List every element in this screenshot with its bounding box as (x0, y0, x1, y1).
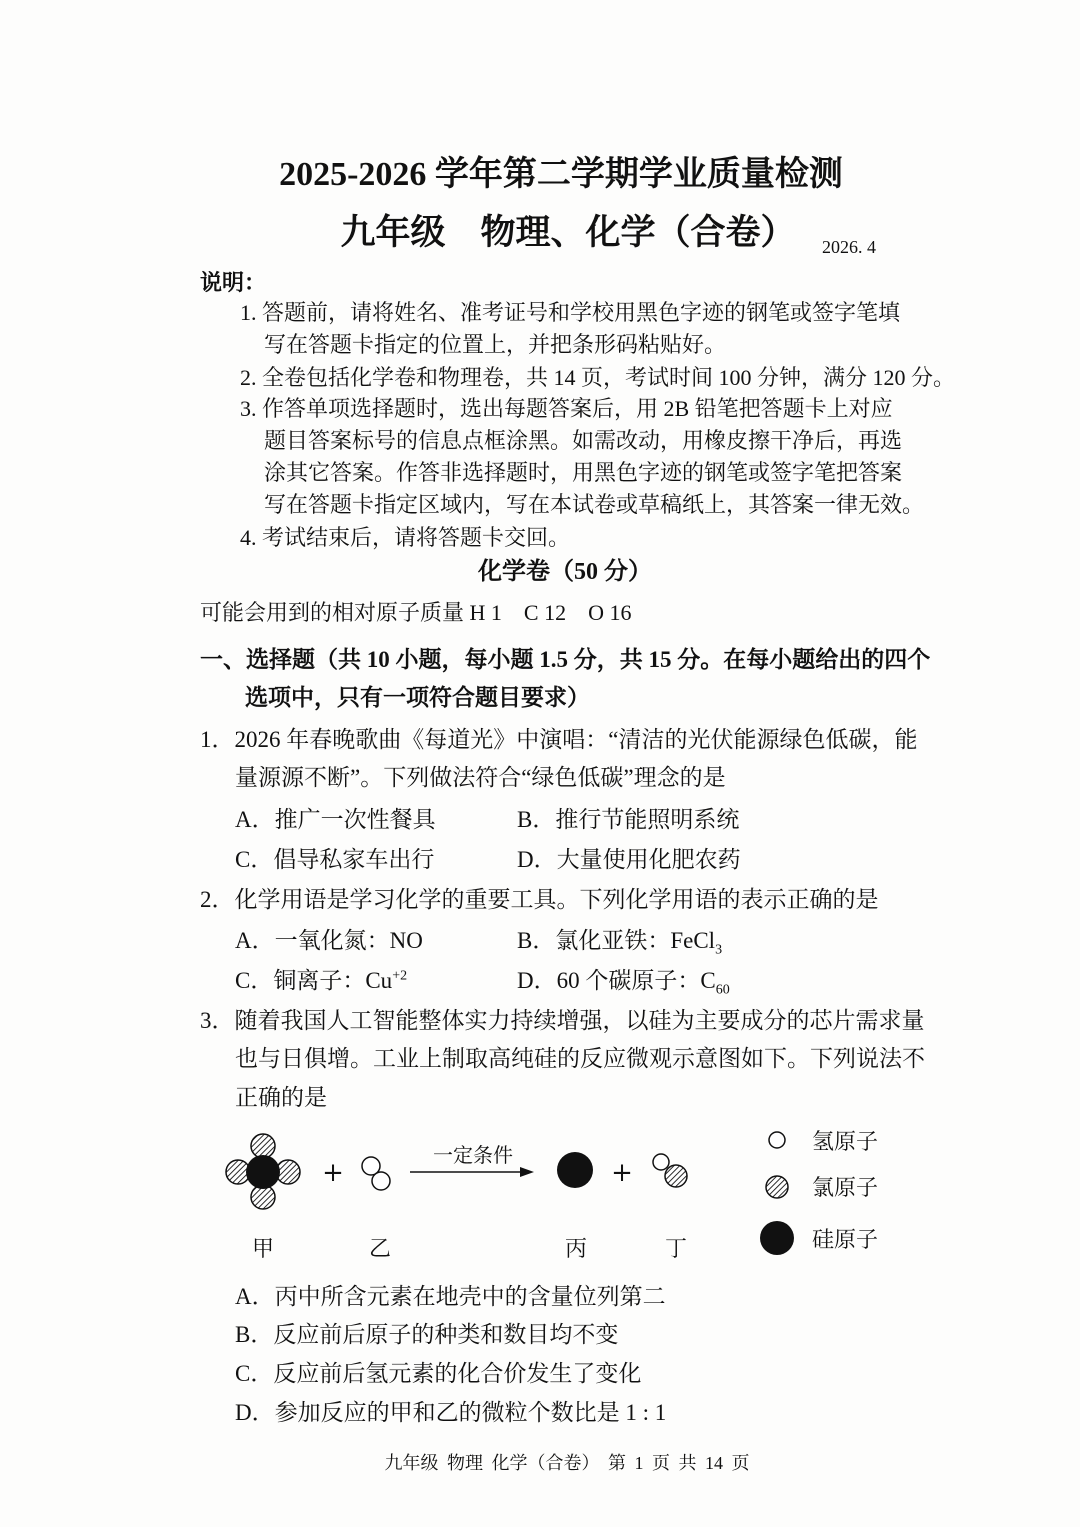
option-d (235, 1399, 666, 1427)
option-text: 60 个碳原子：C (556, 968, 716, 993)
option-text: 倡导私家车出行 (273, 847, 435, 872)
option-label: C． (235, 1361, 274, 1386)
hydrogen-atom-icon (769, 1132, 785, 1148)
instruction-line: 全卷包括化学卷和物理卷，共 14 页，考试时间 100 分钟，满分 120 分。 (262, 365, 956, 390)
exam-date: 2026. 4 (822, 237, 876, 257)
option-a (235, 927, 423, 955)
exam-subtitle: 九年级 物理、化学（合卷） (340, 213, 796, 252)
instruction-line: 考试结束后，请将答题卡交回。 (262, 525, 571, 550)
option-label: D． (517, 968, 557, 993)
plus-sign: + (611, 1158, 633, 1188)
question-number: 1． (200, 727, 235, 752)
chlorine-atom-icon (766, 1176, 788, 1198)
molecule-label: 甲 (251, 1237, 275, 1262)
option-text: 大量使用化肥农药 (556, 847, 741, 872)
option-b (517, 927, 723, 958)
option-text: 推行节能照明系统 (555, 807, 740, 832)
question-number: 3． (200, 1008, 235, 1033)
option-d (517, 846, 741, 874)
question-number: 2． (200, 887, 235, 912)
option-c (235, 1360, 641, 1388)
option-label: D． (517, 847, 557, 872)
option-label: B． (235, 1322, 274, 1347)
instruction-number: 3. (240, 396, 257, 421)
part-heading: 一、选择题（共 10 小题，每小题 1.5 分，共 15 分。在每小题给出的四个 (200, 647, 931, 672)
ion-charge-superscript: +2 (392, 968, 408, 984)
option-label: D． (235, 1400, 275, 1425)
instruction-number: 1. (240, 300, 257, 325)
option-label: C． (235, 847, 274, 872)
option-c (235, 967, 407, 995)
reaction-arrow (410, 1167, 534, 1177)
hydrogen-atom (653, 1154, 669, 1170)
option-label: B． (517, 807, 556, 832)
instruction-item (240, 525, 570, 551)
exam-title: 2025-2026 学年第二学期学业质量检测 (279, 156, 843, 193)
instruction-line: 写在答题卡指定区域内，写在本试卷或草稿纸上，其答案一律无效。 (264, 492, 925, 517)
formula-subscript: 3 (715, 942, 723, 958)
molecule-label: 丙 (564, 1237, 588, 1262)
option-b (235, 1321, 618, 1349)
option-text: 反应前后原子的种类和数目均不变 (273, 1322, 619, 1347)
option-text: 参加反应的甲和乙的微粒个数比是 1 : 1 (274, 1400, 667, 1425)
instruction-number: 4. (240, 525, 257, 550)
formula-subscript: 60 (715, 982, 730, 998)
reaction-diagram (0, 1115, 1080, 1275)
question-stem-line: 2026 年春晚歌曲《每道光》中演唱：“清洁的光伏能源绿色低碳，能 (234, 727, 918, 752)
molecule-yi (362, 1157, 390, 1190)
molecule-jia (226, 1134, 300, 1209)
atomic-masses: 可能会用到的相对原子质量 H 1 C 12 O 16 (200, 600, 632, 625)
molecule-label: 乙 (368, 1237, 392, 1262)
page-footer: 九年级 物理 化学（合卷） 第 1 页 共 14 页 (384, 1453, 750, 1473)
question-stem-line: 化学用语是学习化学的重要工具。下列化学用语的表示正确的是 (234, 887, 879, 912)
instruction-item (240, 300, 900, 326)
chlorine-atom (665, 1165, 687, 1187)
question-stem (200, 1007, 925, 1035)
instruction-line: 涂其它答案。作答非选择题时，用黑色字迹的钢笔或签字笔把答案 (264, 460, 903, 485)
question-stem-line: 也与日俱增。工业上制取高纯硅的反应微观示意图如下。下列说法不 (235, 1046, 925, 1071)
option-c (235, 846, 434, 874)
option-text: 丙中所含元素在地壳中的含量位列第二 (274, 1284, 666, 1309)
option-text: 反应前后氢元素的化合价发生了变化 (273, 1361, 642, 1386)
silicon-atom-icon (760, 1221, 794, 1255)
instruction-line: 题目答案标号的信息点框涂黑。如需改动，用橡皮擦干净后，再选 (264, 428, 903, 453)
instruction-line: 答题前，请将姓名、准考证号和学校用黑色字迹的钢笔或签字笔填 (262, 300, 901, 325)
option-label: C． (235, 968, 274, 993)
hydrogen-atom (372, 1172, 390, 1190)
question-stem-line: 量源源不断”。下列做法符合“绿色低碳”理念的是 (235, 765, 726, 790)
diagram-legend (760, 1130, 878, 1255)
section-title: 化学卷（50 分） (478, 559, 652, 585)
option-text: 铜离子：Cu (273, 968, 393, 993)
silicon-atom (246, 1155, 280, 1189)
question-stem (200, 886, 879, 914)
option-text: 氯化亚铁：FeCl (555, 928, 716, 953)
molecule-ding (653, 1154, 687, 1187)
option-label: B． (517, 928, 556, 953)
legend-label: 氢原子 (812, 1130, 879, 1155)
option-text: 推广一次性餐具 (274, 807, 436, 832)
legend-label: 硅原子 (812, 1228, 879, 1253)
instructions-heading: 说明： (200, 270, 267, 295)
option-a (235, 806, 436, 834)
option-label: A． (235, 807, 275, 832)
option-a (235, 1283, 666, 1311)
option-b (517, 806, 739, 834)
silicon-atom (557, 1152, 593, 1188)
instruction-item (240, 396, 893, 422)
part-heading: 选项中，只有一项符合题目要求） (245, 685, 590, 710)
molecule-label: 丁 (664, 1237, 688, 1262)
instruction-line: 作答单项选择题时，选出每题答案后，用 2B 铅笔把答题卡上对应 (262, 396, 893, 421)
instruction-line: 写在答题卡指定的位置上，并把条形码粘贴好。 (264, 332, 727, 357)
reaction-condition: 一定条件 (433, 1143, 513, 1167)
option-text: 一氧化氮：NO (274, 928, 423, 953)
chlorine-atom (251, 1134, 275, 1158)
question-stem (200, 726, 917, 754)
question-stem-line: 随着我国人工智能整体实力持续增强，以硅为主要成分的芯片需求量 (234, 1008, 925, 1033)
plus-sign: + (322, 1158, 344, 1188)
option-label: A． (235, 928, 275, 953)
question-stem-line: 正确的是 (235, 1085, 327, 1110)
option-d (517, 967, 730, 998)
instruction-number: 2. (240, 365, 257, 390)
option-label: A． (235, 1284, 275, 1309)
legend-label: 氯原子 (812, 1176, 879, 1201)
instruction-item (240, 365, 955, 391)
